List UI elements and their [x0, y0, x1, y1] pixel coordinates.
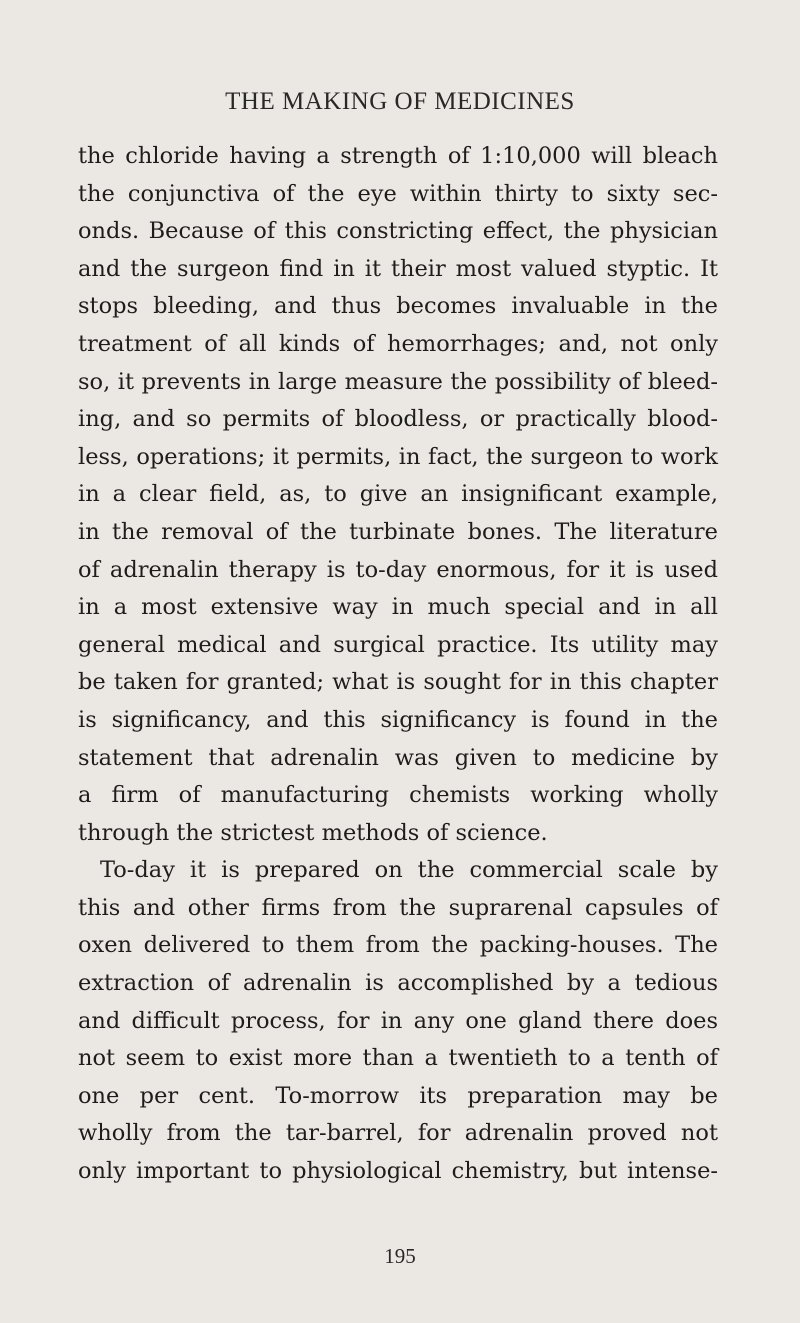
text-line: general medical and surgical practice. Its utility may	[78, 631, 718, 658]
text-line: through the strictest methods of science.	[78, 819, 548, 846]
text-line: onds. Because of this constricting effect, the physician	[78, 218, 718, 245]
text-line: the conjunctiva of the eye within thirty to sixty sec-	[78, 180, 718, 207]
text-line: To-day it is prepared on the commercial scale by	[100, 857, 718, 884]
text-line: in a most extensive way in much special and in all	[78, 594, 718, 621]
text-line: not seem to exist more than a twentieth to a tenth of	[78, 1045, 718, 1072]
paragraph-1	[78, 138, 718, 852]
text-line: statement that adrenalin was given to medicine by	[78, 744, 718, 771]
text-line: a firm of manufacturing chemists working wholly	[78, 782, 718, 809]
text-line: one per cent. To-morrow its preparation may be	[78, 1082, 718, 1109]
text-line: and the surgeon find in it their most valued styptic. It	[78, 255, 718, 282]
text-line: oxen delivered to them from the packing-houses. The	[78, 932, 718, 959]
paragraph-2	[78, 852, 718, 1190]
text-line: in a clear field, as, to give an insignificant example,	[78, 481, 718, 508]
text-line: the chloride having a strength of 1:10,000 will bleach	[78, 143, 718, 169]
text-line: extraction of adrenalin is accomplished by a tedious	[78, 970, 718, 997]
text-line: treatment of all kinds of hemorrhages; and, not only	[78, 330, 718, 357]
running-head: THE MAKING OF MEDICINES	[225, 88, 575, 115]
text-line: in the removal of the turbinate bones. The literature	[78, 518, 718, 545]
text-line: be taken for granted; what is sought for in this chapter	[78, 669, 718, 696]
text-line: so, it prevents in large measure the possibility of bleed-	[78, 368, 718, 395]
text-line: and difficult process, for in any one gland there does	[78, 1007, 718, 1034]
text-line: stops bleeding, and thus becomes invaluable in the	[78, 293, 718, 320]
text-line: of adrenalin therapy is to-day enormous, for it is used	[78, 556, 718, 583]
text-line: only important to physiological chemistry, but intense-	[78, 1158, 718, 1185]
text-line: is significancy, and this significancy is found in the	[78, 706, 718, 733]
body-text	[78, 138, 718, 1191]
text-line: wholly from the tar-barrel, for adrenalin proved not	[78, 1120, 718, 1147]
text-line: less, operations; it permits, in fact, the surgeon to work	[78, 443, 718, 470]
page-number: 195	[384, 1244, 416, 1268]
text-line: this and other firms from the suprarenal capsules of	[78, 894, 718, 921]
text-line: ing, and so permits of bloodless, or practically blood-	[78, 406, 718, 433]
